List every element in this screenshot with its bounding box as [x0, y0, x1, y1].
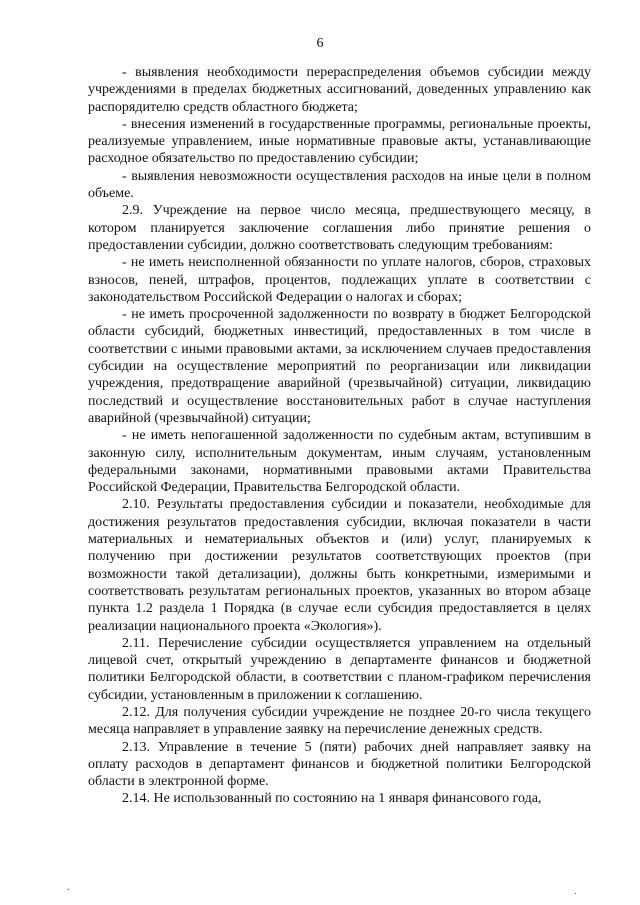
paragraph-2-11: 2.11. Перечисление субсидии осуществляется управлением на отдельный лицевой счет, открытый учреждению в департаменте финансов и бюджетной политики Белгородской области, в соответствии с планом-графиком перечисления субсидии, установленным в приложении к соглашению.: [88, 635, 591, 703]
paragraph-impossibility: - выявления невозможности осуществления расходов на иные цели в полном объеме.: [88, 168, 591, 202]
document-body: [88, 64, 591, 808]
paragraph-2-9: 2.9. Учреждение на первое число месяца, предшествующего месяцу, в котором планируется заключение соглашения либо принятие решения о предоставлении субсидии, должно соответствовать следующим требованиям:: [88, 203, 591, 253]
scan-speck: .: [574, 886, 577, 897]
paragraph-2-12: 2.12. Для получения субсидии учреждение не позднее 20-го числа текущего месяца направляет в управление заявку на перечисление денежных средств.: [88, 704, 591, 738]
paragraph-no-overdue-debt: - не иметь просроченной задолженности по возврату в бюджет Белгородской области субсидий, бюджетных инвестиций, предоставленных в том числе в соответствии с иными правовыми актами, за исключением случаев предоставления субсидии на осуществление мероприятий по реорганизации или ликвидации учреждения, предотвращение аварийной (чрезвычайной) ситуации, ликвидацию последствий и осуществление восстановительных работ в случае наступления аварийной (чрезвычайной) ситуации;: [88, 307, 591, 426]
paragraph-program-changes: - внесения изменений в государственные программы, региональные проекты, реализуемые управлением, иные нормативные правовые акты, устанавливающие расходное обязательство по предоставлению субсидии;: [88, 116, 591, 167]
paragraph-no-tax-debt: - не иметь неисполненной обязанности по уплате налогов, сборов, страховых взносов, пеней, штрафов, процентов, подлежащих уплате в соответствии с законодательством Российской Федерации о налогах и сборах;: [88, 255, 591, 305]
paragraph-2-13: 2.13. Управление в течение 5 (пяти) рабочих дней направляет заявку на оплату расходов в департамент финансов и бюджетной политики Белгородской области в электронной форме.: [88, 739, 591, 790]
paragraph-redistribution: - выявления необходимости перераспределения объемов субсидии между учреждениями в пределах бюджетных ассигнований, доведенных управлению как распорядителю средств областного бюджета;: [88, 65, 591, 115]
paragraph-no-judicial-debt: - не иметь непогашенной задолженности по судебным актам, вступившим в законную силу, исполнительным документам, иным случаям, установленным федеральными законами, нормативными правовыми актами Правительства Российской Федерации, Правительства Белгородской области.: [88, 428, 591, 496]
page-number: 6: [316, 36, 324, 51]
paragraph-2-14: 2.14. Не использованный по состоянию на 1 января финансового года,: [122, 791, 542, 807]
scan-speck: .: [67, 882, 70, 893]
paragraph-2-10: 2.10. Результаты предоставления субсидии и показатели, необходимые для достижения результатов предоставления субсидии, включая показатели в части материальных и нематериальных объектов и (или) услуг, планируемых к получению при достижении результатов соответствующих проектов (при возможности такой детализации), должны быть конкретными, измеримыми и соответствовать результатам региональных проектов, указанных во втором абзаце пункта 1.2 раздела 1 Порядка (в случае если субсидия предоставляется в целях реализации национального проекта «Экология»).: [88, 497, 591, 634]
